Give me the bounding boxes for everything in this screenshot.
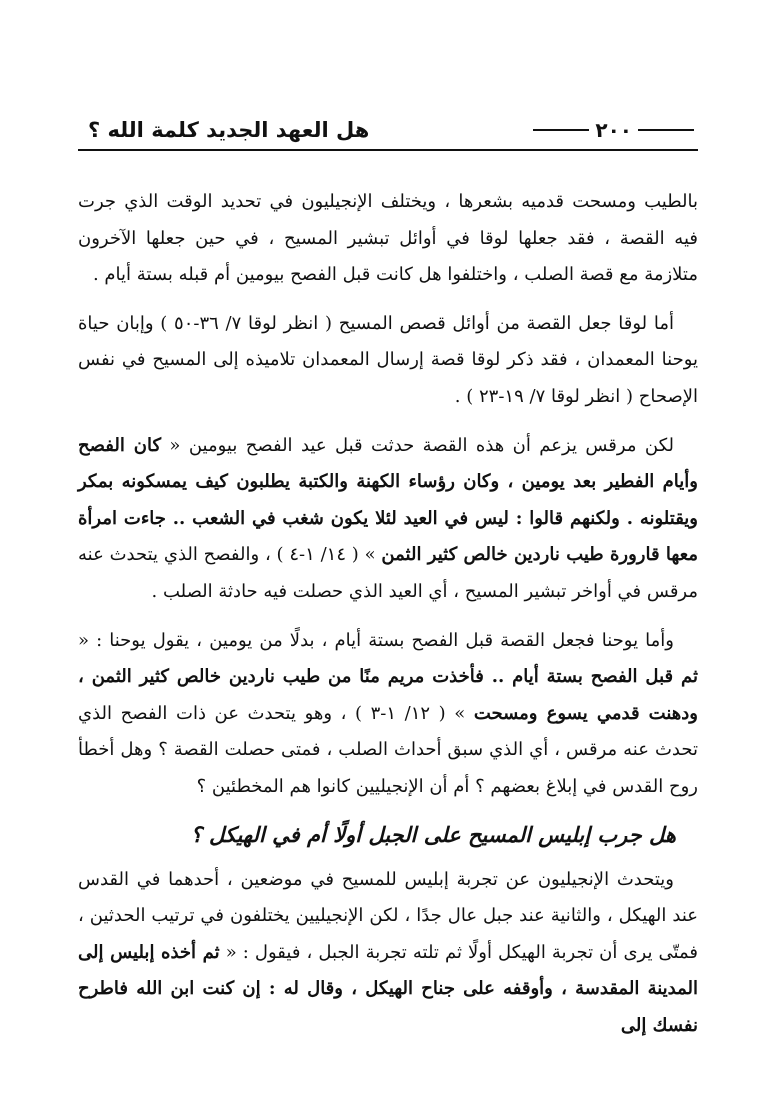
running-header	[88, 112, 700, 148]
book-title: هل العهد الجديد كلمة الله ؟	[88, 118, 370, 142]
paragraph-4-outro: » ( ١٢/ ١-٣ ) ، وهو يتحدث عن ذات الفصح الذي تحدث عنه مرقس ، أي الذي سبق أحداث الصلب ، فمتى حصلت القصة ؟ وهل أخطأ روح القدس في إبلاغ بعضهم ؟ أم أن الإنجيليين كانوا هم المخطئين ؟	[78, 702, 698, 797]
paragraph-1: بالطيب ومسحت قدميه بشعرها ، ويختلف الإنجيليون في تحديد الوقت الذي جرت فيه القصة ، فقد جعلها لوقا في أوائل تبشير المسيح ، في حين جعلها الآخرون متلازمة مع قصة الصلب ، واختلفوا هل كانت قبل الفصح بيومين أم قبله بستة أيام .	[78, 191, 698, 286]
paragraph-4-quote: ثم قبل الفصح بستة أيام .. فأخذت مريم منًا من طيب ناردين خالص كثير الثمن ، ودهنت قدمي يسوع ومسحت	[78, 666, 698, 724]
paragraph-3-intro: لكن مرقس يزعم أن هذه القصة حدثت قبل عيد الفصح بيومين «	[161, 434, 674, 456]
section-heading: هل جرب إبليس المسيح على الجبل أولًا أم في الهيكل ؟	[190, 822, 676, 847]
page-number: ٢٠٠	[595, 118, 632, 142]
page-body	[78, 184, 698, 1056]
paragraph-4-intro: وأما يوحنا فجعل القصة قبل الفصح بستة أيام ، بدلًا من يومين ، يقول يوحنا : «	[78, 629, 674, 651]
header-rule-right	[638, 129, 694, 131]
paragraph-5-intro: ويتحدث الإنجيليون عن تجربة إبليس للمسيح في موضعين ، أحدهما في القدس عند الهيكل ، والثانية عند جبل عال جدًا ، لكن الإنجيليين يختلفون في ترتيب الحدثين ، فمتّى يرى أن تجربة الهيكل أولًا ثم تلته تجربة الجبل ، فيقول : «	[78, 868, 698, 963]
paragraph-3	[78, 428, 698, 611]
paragraph-5	[78, 862, 698, 1045]
page-number-group	[527, 118, 700, 142]
paragraph-2: أما لوقا جعل القصة من أوائل قصص المسيح ( انظر لوقا ٧/ ٣٦-٥٠ ) وإبان حياة يوحنا المعمدان ، فقد ذكر لوقا قصة إرسال المعمدان تلاميذه إلى المسيح في نفس الإصحاح ( انظر لوقا ٧/ ١٩-٢٣ ) .	[78, 312, 698, 407]
paragraph-5-quote: ثم أخذه إبليس إلى المدينة المقدسة ، وأوقفه على جناح الهيكل ، وقال له : إن كنت ابن الله فاطرح نفسك إلى	[78, 941, 698, 1036]
header-rule-left	[533, 129, 589, 131]
paragraph-4	[78, 623, 698, 806]
paragraph-3-quote: كان الفصح وأيام الفطير بعد يومين ، وكان رؤساء الكهنة والكتبة يطلبون كيف يمسكونه بمكر ويقتلونه . ولكنهم قالوا : ليس في العيد لئلا يكون شغب في الشعب .. جاءت امرأة معها قارورة طيب ناردين خالص كثير الثمن	[78, 434, 699, 566]
header-divider	[78, 149, 698, 151]
paragraph-3-outro: » ( ١٤/ ١-٤ ) ، والفصح الذي يتحدث عنه مرقس في أواخر تبشير المسيح ، أي العيد الذي حصلت فيه حادثة الصلب .	[78, 544, 698, 602]
